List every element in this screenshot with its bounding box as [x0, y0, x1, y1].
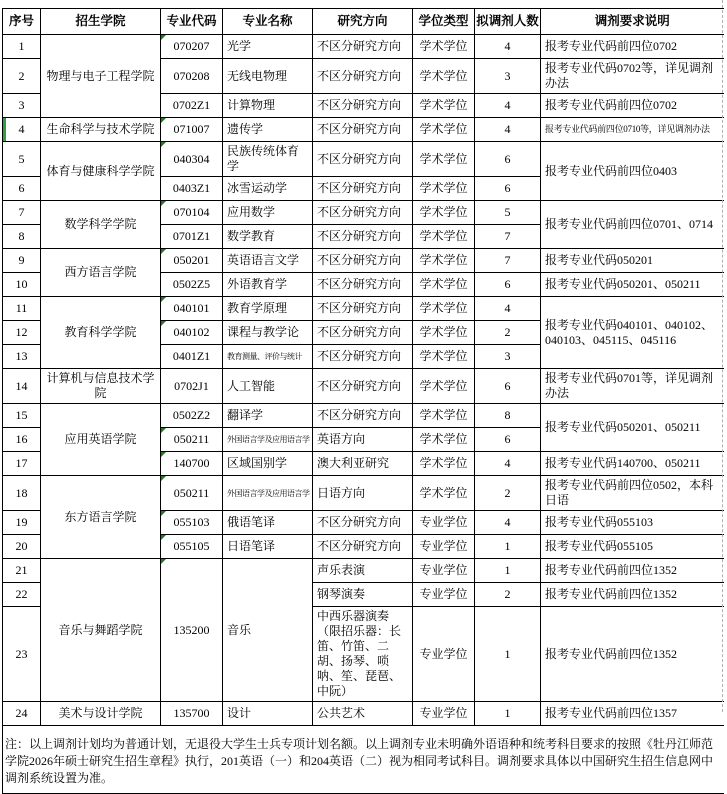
cell-degree-type[interactable]: 学术学位 — [413, 35, 475, 59]
table-row — [3, 476, 724, 511]
cell-requirement[interactable]: 报考专业代码前四位0710等，详见调剂办法 — [541, 118, 724, 142]
cell-degree-type[interactable]: 学术学位 — [413, 404, 475, 428]
cell-degree-type[interactable]: 学术学位 — [413, 249, 475, 273]
cell-research-direction[interactable]: 钢琴演奏 — [313, 583, 413, 607]
cell-major-code[interactable]: 0401Z1 — [161, 345, 223, 369]
cell-serial[interactable]: 11 — [3, 297, 41, 321]
footnote-text: 注：以上调剂计划均为普通计划，无退役大学生士兵专项计划名额。以上调剂专业未明确外语语种和统考科目要求的按照《牡丹江师范学院2026年硕士研究生招生章程》执行，201英语（一）和204英语（二）视为相同考试科目。调剂要求具体以中国研究生招生信息网中调剂系统设置为准。 — [3, 726, 724, 794]
cell-quota[interactable]: 4 — [475, 118, 541, 142]
cell-quota[interactable]: 2 — [475, 476, 541, 511]
cell-requirement[interactable]: 报考专业代码前四位0502，本科日语 — [541, 476, 724, 511]
cell-research-direction[interactable]: 不区分研究方向 — [313, 404, 413, 428]
cell-quota[interactable]: 4 — [475, 94, 541, 118]
table-body — [3, 35, 724, 794]
table-row — [3, 369, 724, 404]
cell-major-code[interactable]: 050201 — [161, 249, 223, 273]
header-research-direction[interactable]: 研究方向 — [313, 9, 413, 35]
table-row — [3, 35, 724, 59]
cell-research-direction[interactable]: 不区分研究方向 — [313, 535, 413, 559]
cell-serial[interactable]: 12 — [3, 321, 41, 345]
cell-college[interactable]: 应用英语学院 — [41, 404, 161, 476]
cell-serial[interactable]: 1 — [3, 35, 41, 59]
cell-college[interactable]: 东方语言学院 — [41, 476, 161, 559]
cell-major-code[interactable]: 070207 — [161, 35, 223, 59]
cell-research-direction[interactable]: 澳大利亚研究 — [313, 452, 413, 476]
cell-requirement[interactable]: 报考专业代码140700、050211 — [541, 452, 724, 476]
cell-requirement[interactable]: 报考专业代码050201、050211 — [541, 404, 724, 452]
cell-quota[interactable]: 2 — [475, 583, 541, 607]
cell-research-direction[interactable]: 声乐表演 — [313, 559, 413, 583]
cell-research-direction[interactable]: 不区分研究方向 — [313, 511, 413, 535]
cell-research-direction[interactable]: 不区分研究方向 — [313, 142, 413, 177]
cell-research-direction[interactable]: 不区分研究方向 — [313, 94, 413, 118]
cell-major-name[interactable]: 外语教育学 — [223, 273, 313, 297]
cell-quota[interactable]: 8 — [475, 404, 541, 428]
cell-research-direction[interactable]: 不区分研究方向 — [313, 177, 413, 201]
header-requirement[interactable]: 调剂要求说明 — [541, 9, 724, 35]
cell-serial[interactable]: 17 — [3, 452, 41, 476]
cell-serial[interactable]: 10 — [3, 273, 41, 297]
header-degree-type[interactable]: 学位类型 — [413, 9, 475, 35]
cell-degree-type[interactable]: 学术学位 — [413, 297, 475, 321]
cell-major-name[interactable]: 翻译学 — [223, 404, 313, 428]
cell-degree-type[interactable]: 学术学位 — [413, 345, 475, 369]
cell-degree-type[interactable]: 学术学位 — [413, 476, 475, 511]
cell-major-code[interactable]: 055103 — [161, 511, 223, 535]
cell-college[interactable]: 美术与设计学院 — [41, 702, 161, 726]
cell-requirement[interactable]: 报考专业代码前四位1352 — [541, 607, 724, 702]
cell-major-name[interactable]: 教育学原理 — [223, 297, 313, 321]
cell-serial[interactable]: 22 — [3, 583, 41, 607]
cell-major-code[interactable]: 071007 — [161, 118, 223, 142]
cell-requirement[interactable]: 报考专业代码040101、040102、040103、045115、045116 — [541, 297, 724, 369]
cell-research-direction[interactable]: 公共艺术 — [313, 702, 413, 726]
cell-quota[interactable]: 5 — [475, 201, 541, 225]
cell-requirement[interactable]: 报考专业代码050201、050211 — [541, 273, 724, 297]
cell-degree-type[interactable]: 学术学位 — [413, 59, 475, 94]
cell-college[interactable]: 物理与电子工程学院 — [41, 35, 161, 118]
cell-degree-type[interactable]: 专业学位 — [413, 702, 475, 726]
cell-college[interactable]: 计算机与信息技术学院 — [41, 369, 161, 404]
cell-quota[interactable]: 3 — [475, 59, 541, 94]
table-row — [3, 404, 724, 428]
cell-quota[interactable]: 7 — [475, 249, 541, 273]
cell-requirement[interactable]: 报考专业代码前四位1357 — [541, 702, 724, 726]
cell-degree-type[interactable]: 学术学位 — [413, 177, 475, 201]
cell-major-name[interactable]: 外国语言学及应用语言学 — [223, 428, 313, 452]
cell-research-direction[interactable]: 不区分研究方向 — [313, 35, 413, 59]
cell-degree-type[interactable]: 学术学位 — [413, 201, 475, 225]
cell-major-code[interactable]: 070208 — [161, 59, 223, 94]
header-quota[interactable]: 拟调剂人数 — [475, 9, 541, 35]
cell-quota[interactable]: 6 — [475, 177, 541, 201]
cell-serial[interactable]: 8 — [3, 225, 41, 249]
cell-research-direction[interactable]: 日语方向 — [313, 476, 413, 511]
cell-research-direction[interactable]: 不区分研究方向 — [313, 225, 413, 249]
cell-degree-type[interactable]: 学术学位 — [413, 94, 475, 118]
cell-serial[interactable]: 23 — [3, 607, 41, 702]
cell-degree-type[interactable]: 专业学位 — [413, 535, 475, 559]
table-row — [3, 559, 724, 583]
cell-requirement[interactable]: 报考专业代码前四位0702 — [541, 94, 724, 118]
cell-requirement[interactable]: 报考专业代码前四位1352 — [541, 583, 724, 607]
cell-quota[interactable]: 6 — [475, 273, 541, 297]
cell-major-code[interactable]: 055105 — [161, 535, 223, 559]
cell-degree-type[interactable]: 专业学位 — [413, 511, 475, 535]
cell-quota[interactable]: 1 — [475, 702, 541, 726]
table-row — [3, 118, 724, 142]
cell-major-name[interactable]: 光学 — [223, 35, 313, 59]
cell-serial[interactable]: 15 — [3, 404, 41, 428]
cell-major-code[interactable]: 0502Z2 — [161, 404, 223, 428]
cell-major-code[interactable]: 0702Z1 — [161, 94, 223, 118]
cell-major-code[interactable]: 040304 — [161, 142, 223, 177]
cell-requirement[interactable]: 报考专业代码055103 — [541, 511, 724, 535]
cell-requirement[interactable]: 报考专业代码前四位1352 — [541, 559, 724, 583]
cell-research-direction[interactable]: 不区分研究方向 — [313, 345, 413, 369]
cell-major-name[interactable]: 外国语言学及应用语言学 — [223, 476, 313, 511]
cell-serial[interactable]: 2 — [3, 59, 41, 94]
cell-major-code[interactable]: 0403Z1 — [161, 177, 223, 201]
cell-major-name[interactable]: 应用数学 — [223, 201, 313, 225]
cell-degree-type[interactable]: 学术学位 — [413, 118, 475, 142]
page-break-dashed-line — [722, 0, 723, 712]
cell-college[interactable]: 生命科学与技术学院 — [41, 118, 161, 142]
cell-major-name[interactable]: 民族传统体育学 — [223, 142, 313, 177]
cell-quota[interactable]: 4 — [475, 452, 541, 476]
cell-quota[interactable]: 1 — [475, 535, 541, 559]
cell-research-direction[interactable]: 不区分研究方向 — [313, 201, 413, 225]
cell-major-name[interactable]: 无线电物理 — [223, 59, 313, 94]
cell-major-code[interactable]: 140700 — [161, 452, 223, 476]
cell-requirement[interactable]: 报考专业代码前四位0403 — [541, 142, 724, 201]
cell-requirement[interactable]: 报考专业代码0702等，详见调剂办法 — [541, 59, 724, 94]
cell-quota[interactable]: 7 — [475, 225, 541, 249]
cell-serial[interactable]: 20 — [3, 535, 41, 559]
table-row — [3, 201, 724, 225]
cell-major-name[interactable]: 计算物理 — [223, 94, 313, 118]
cell-degree-type[interactable]: 专业学位 — [413, 559, 475, 583]
cell-serial[interactable]: 13 — [3, 345, 41, 369]
cell-research-direction[interactable]: 不区分研究方向 — [313, 369, 413, 404]
cell-quota[interactable]: 6 — [475, 428, 541, 452]
cell-requirement[interactable]: 报考专业代码055105 — [541, 535, 724, 559]
cell-serial[interactable]: 18 — [3, 476, 41, 511]
cell-major-code[interactable]: 050211 — [161, 476, 223, 511]
cell-college[interactable]: 体育与健康科学学院 — [41, 142, 161, 201]
cell-requirement[interactable]: 报考专业代码050201 — [541, 249, 724, 273]
cell-quota[interactable]: 6 — [475, 142, 541, 177]
header-row — [3, 9, 724, 35]
table-row — [3, 142, 724, 177]
cell-serial[interactable]: 14 — [3, 369, 41, 404]
cell-college[interactable]: 西方语言学院 — [41, 249, 161, 297]
cell-major-code[interactable]: 0701Z1 — [161, 225, 223, 249]
cell-research-direction[interactable]: 不区分研究方向 — [313, 273, 413, 297]
footnote-row — [3, 726, 724, 794]
cell-major-code[interactable]: 135200 — [161, 559, 223, 702]
header-major-name[interactable]: 专业名称 — [223, 9, 313, 35]
cell-major-name[interactable]: 设计 — [223, 702, 313, 726]
cell-major-name[interactable]: 课程与教学论 — [223, 321, 313, 345]
table-row — [3, 297, 724, 321]
cell-major-name[interactable]: 冰雪运动学 — [223, 177, 313, 201]
header-serial[interactable]: 序号 — [3, 9, 41, 35]
table-row — [3, 249, 724, 273]
cell-major-code[interactable]: 040101 — [161, 297, 223, 321]
cell-research-direction[interactable]: 不区分研究方向 — [313, 321, 413, 345]
cell-research-direction[interactable]: 不区分研究方向 — [313, 297, 413, 321]
cell-college[interactable]: 数学科学学院 — [41, 201, 161, 249]
cell-research-direction[interactable]: 不区分研究方向 — [313, 59, 413, 94]
header-major-code[interactable]: 专业代码 — [161, 9, 223, 35]
cell-degree-type[interactable]: 学术学位 — [413, 428, 475, 452]
cell-requirement[interactable]: 报考专业代码0701等，详见调剂办法 — [541, 369, 724, 404]
header-college[interactable]: 招生学院 — [41, 9, 161, 35]
cell-degree-type[interactable]: 学术学位 — [413, 321, 475, 345]
cell-major-name[interactable]: 日语笔译 — [223, 535, 313, 559]
cell-research-direction[interactable]: 不区分研究方向 — [313, 118, 413, 142]
cell-requirement[interactable]: 报考专业代码前四位0702 — [541, 35, 724, 59]
cell-serial[interactable]: 7 — [3, 201, 41, 225]
cell-serial[interactable]: 4 — [3, 118, 41, 142]
cell-quota[interactable]: 6 — [475, 369, 541, 404]
cell-major-code[interactable]: 135700 — [161, 702, 223, 726]
cell-research-direction[interactable]: 不区分研究方向 — [313, 249, 413, 273]
cell-quota[interactable]: 3 — [475, 345, 541, 369]
cell-degree-type[interactable]: 学术学位 — [413, 225, 475, 249]
cell-requirement[interactable]: 报考专业代码前四位0701、0714 — [541, 201, 724, 249]
cell-quota[interactable]: 2 — [475, 321, 541, 345]
cell-major-code[interactable]: 0702J1 — [161, 369, 223, 404]
cell-major-name[interactable]: 数学教育 — [223, 225, 313, 249]
cell-major-name[interactable]: 遗传学 — [223, 118, 313, 142]
cell-major-name[interactable]: 教育测量、评价与统计 — [223, 345, 313, 369]
cell-degree-type[interactable]: 学术学位 — [413, 369, 475, 404]
cell-quota[interactable]: 1 — [475, 559, 541, 583]
cell-major-code[interactable]: 050211 — [161, 428, 223, 452]
cell-major-name[interactable]: 人工智能 — [223, 369, 313, 404]
cell-major-name[interactable]: 音乐 — [223, 559, 313, 702]
cell-major-name[interactable]: 区域国别学 — [223, 452, 313, 476]
cell-serial[interactable]: 3 — [3, 94, 41, 118]
cell-major-code[interactable]: 0502Z5 — [161, 273, 223, 297]
cell-degree-type[interactable]: 专业学位 — [413, 607, 475, 702]
cell-major-code[interactable]: 040102 — [161, 321, 223, 345]
cell-quota[interactable]: 4 — [475, 511, 541, 535]
cell-serial[interactable]: 19 — [3, 511, 41, 535]
transfer-plan-table-sheet — [2, 8, 724, 794]
cell-research-direction[interactable]: 中西乐器演奏（限招乐器：长笛、竹笛、二胡、扬琴、唢呐、笙、琵琶、中阮） — [313, 607, 413, 702]
cell-degree-type[interactable]: 学术学位 — [413, 142, 475, 177]
cell-quota[interactable]: 4 — [475, 35, 541, 59]
cell-serial[interactable]: 6 — [3, 177, 41, 201]
cell-major-code[interactable]: 070104 — [161, 201, 223, 225]
cell-quota[interactable]: 4 — [475, 297, 541, 321]
cell-serial[interactable]: 21 — [3, 559, 41, 583]
cell-serial[interactable]: 9 — [3, 249, 41, 273]
cell-research-direction[interactable]: 英语方向 — [313, 428, 413, 452]
cell-major-name[interactable]: 俄语笔译 — [223, 511, 313, 535]
cell-college[interactable]: 音乐与舞蹈学院 — [41, 559, 161, 702]
cell-serial[interactable]: 16 — [3, 428, 41, 452]
cell-degree-type[interactable]: 学术学位 — [413, 452, 475, 476]
cell-college[interactable]: 教育科学学院 — [41, 297, 161, 369]
cell-major-name[interactable]: 英语语言文学 — [223, 249, 313, 273]
cell-serial[interactable]: 24 — [3, 702, 41, 726]
transfer-plan-table — [2, 8, 724, 794]
cell-serial[interactable]: 5 — [3, 142, 41, 177]
table-row — [3, 702, 724, 726]
cell-quota[interactable]: 1 — [475, 607, 541, 702]
cell-degree-type[interactable]: 专业学位 — [413, 583, 475, 607]
cell-degree-type[interactable]: 学术学位 — [413, 273, 475, 297]
